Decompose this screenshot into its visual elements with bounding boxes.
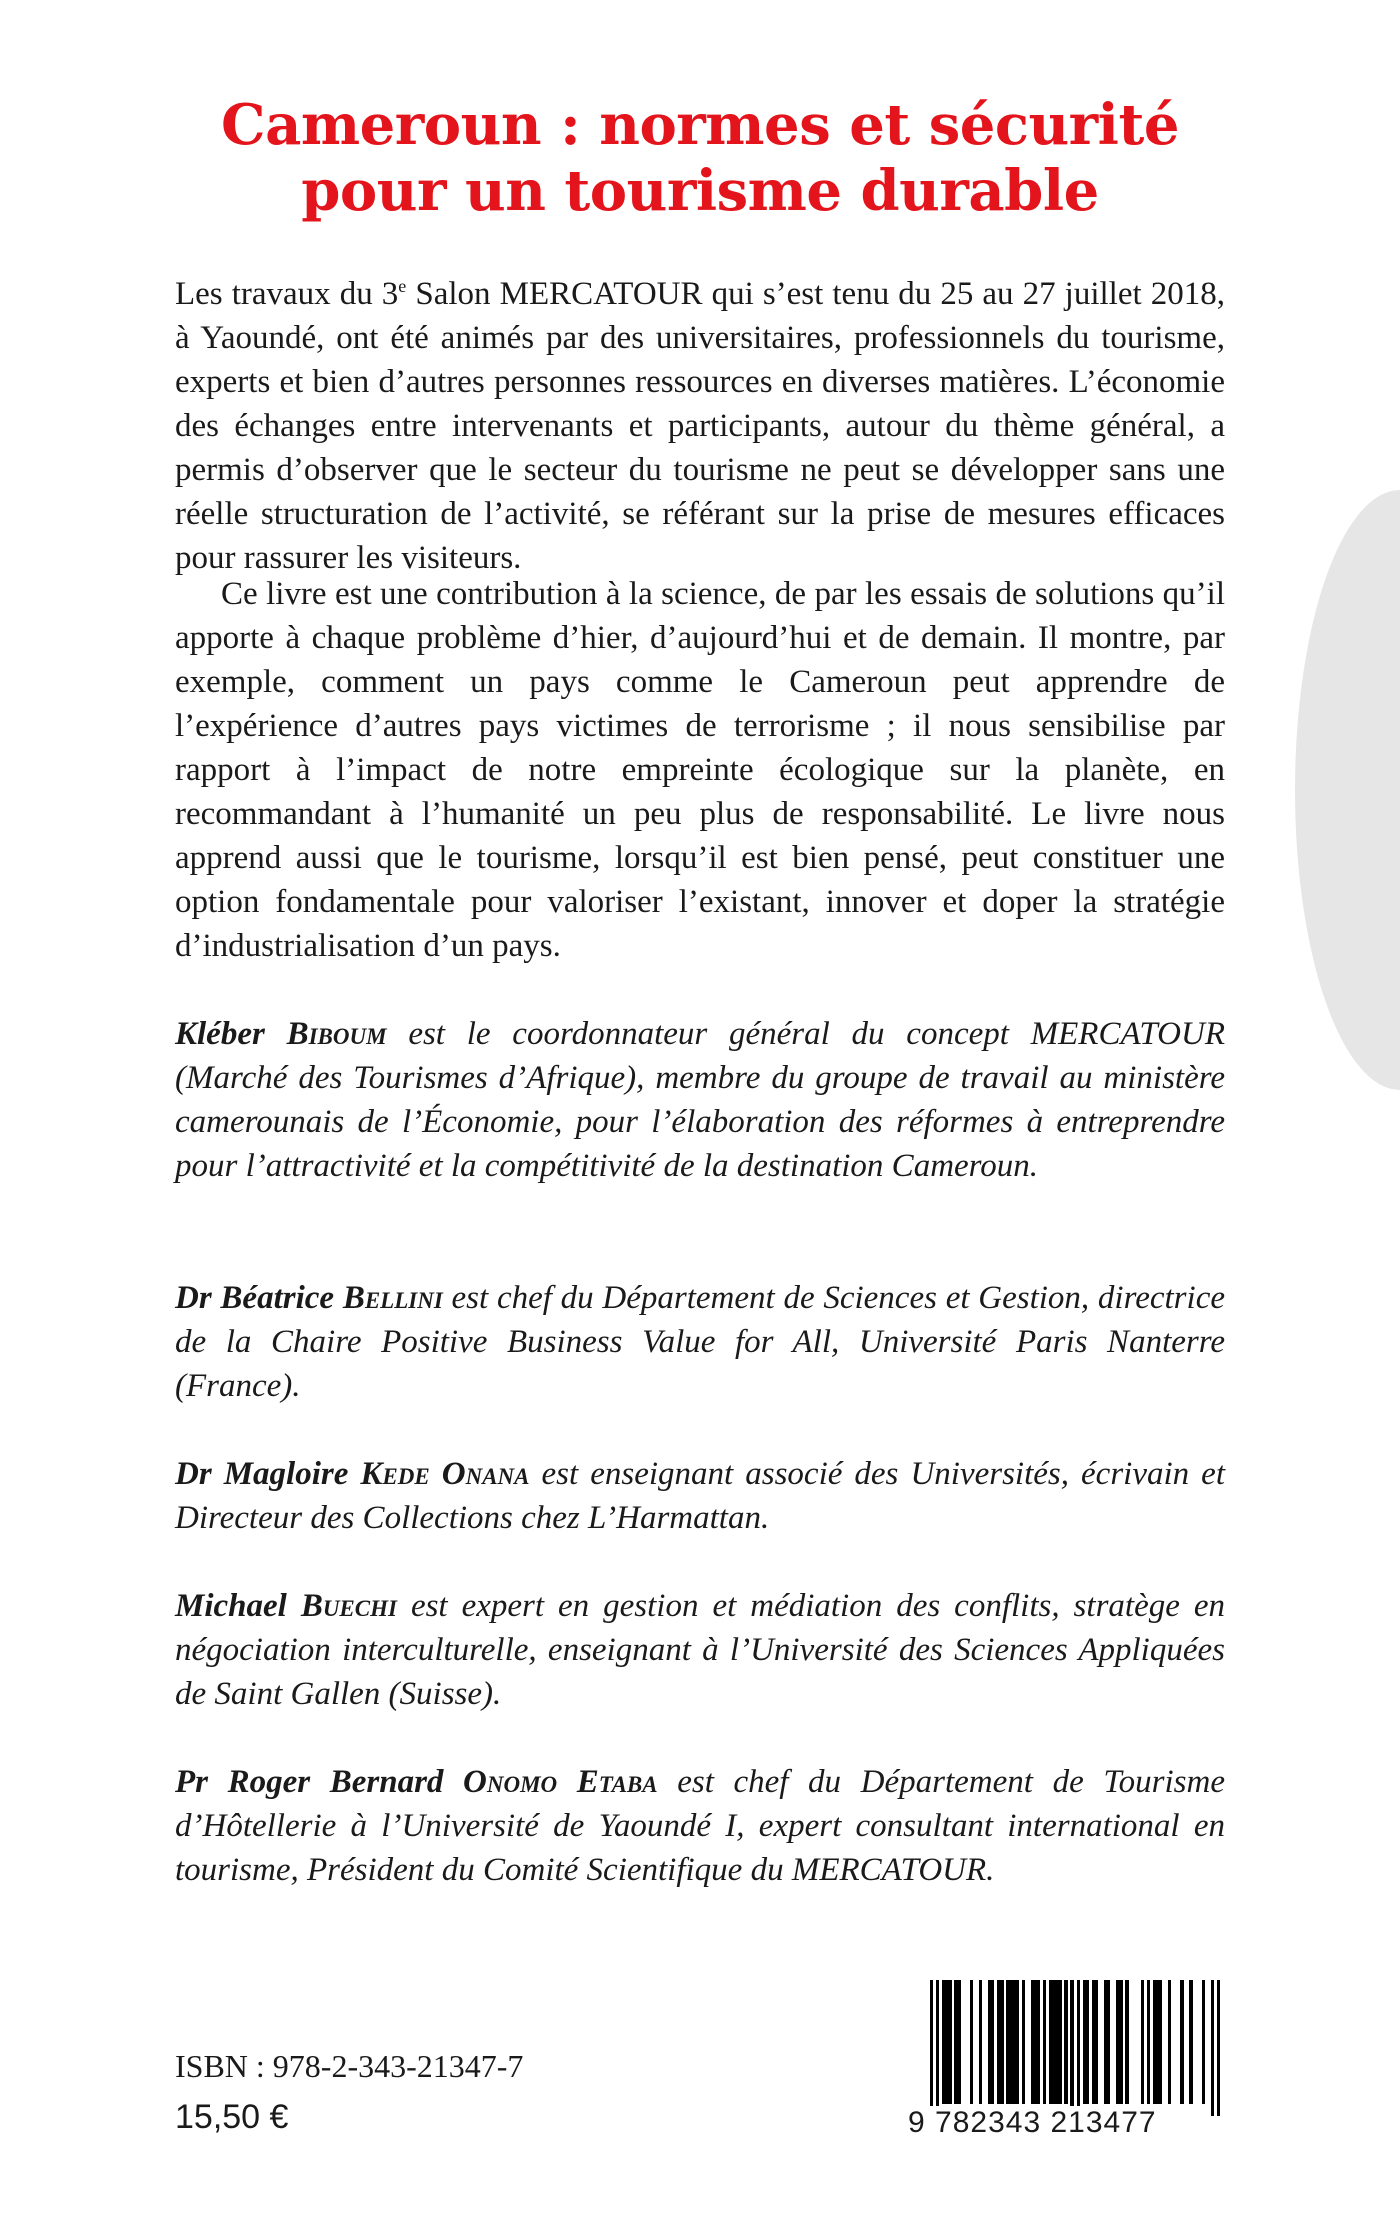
bio-text: est chef du Département de Sciences et Gestion, directrice de la Chaire Positive Business Value for All, Université Paris Nanterre (France).	[175, 1280, 1225, 1404]
barcode-bar	[1180, 1980, 1183, 2104]
author-surname: Bellini	[342, 1280, 443, 1316]
author-name: Michael	[175, 1588, 301, 1624]
author-name: Dr Béatrice	[175, 1280, 343, 1316]
title-line-2: pour un tourisme durable	[301, 158, 1099, 224]
text: Les travaux du 3	[175, 276, 399, 312]
barcode-bar	[1211, 1980, 1214, 2116]
barcode-bar	[970, 1980, 973, 2104]
author-surname: Biboum	[286, 1016, 387, 1052]
author-surname: Buechi	[300, 1588, 397, 1624]
barcode-bar	[979, 1980, 982, 2104]
author-name: Pr Roger Bernard	[175, 1764, 464, 1800]
author-name: Kléber	[175, 1016, 287, 1052]
barcode-bar	[1159, 1980, 1162, 2104]
price: 15,50 €	[175, 2098, 289, 2136]
barcode-bars	[930, 1980, 1220, 2104]
author-bio-buechi	[175, 1584, 1225, 1716]
barcode-bar	[991, 1980, 994, 2104]
barcode-bar	[1086, 1980, 1089, 2104]
barcode-bar	[936, 1980, 939, 2116]
barcode-bar	[1125, 1980, 1128, 2104]
author-bio-kede-onana	[175, 1452, 1225, 1540]
superscript: e	[398, 276, 407, 296]
barcode-bar	[948, 1980, 951, 2104]
barcode-bar	[1119, 1980, 1122, 2104]
barcode-bar	[1217, 1980, 1220, 2116]
barcode-bar	[1168, 1980, 1171, 2104]
barcode-bar	[957, 1980, 960, 2104]
isbn: ISBN : 978-2-343-21347-7	[175, 2048, 524, 2084]
barcode-bar	[1022, 1980, 1025, 2104]
barcode-bar	[1037, 1980, 1040, 2104]
summary-paragraph-1	[175, 264, 1225, 580]
book-title	[0, 92, 1400, 224]
barcode-bar	[1077, 1980, 1080, 2116]
barcode-bar	[1000, 1980, 1003, 2104]
barcode	[908, 1980, 1224, 2140]
author-bio-onomo-etaba	[175, 1760, 1225, 1892]
author-surname: Onomo Etaba	[463, 1764, 658, 1800]
summary-paragraph-2: Ce livre est une contribution à la science, de par les essais de solutions qu’il apporte à chaque problème d’hier, d’aujourd’hui et de demain. Il montre, par exemple, comment un pays comme le Cameroun peut apprendre de l’expérience d’autres pays victimes de terrorisme ; il nous sensibilise par rapport à l’impact de notre empreinte écologique sur la planète, en recommandant à l’humanité un peu plus de responsabilité. Le livre nous apprend aussi que le tourisme, lorsqu’il est bien pensé, peut constituer une option fondamentale pour valoriser l’existant, innover et doper la stratégie d’industrialisation d’un pays.	[175, 576, 1225, 964]
author-bio-bellini	[175, 1276, 1225, 1408]
barcode-bar	[1141, 1980, 1144, 2104]
title-line-1: Cameroun : normes et sécurité	[221, 92, 1179, 158]
bio-text: est enseignant associé des Universités, écrivain et Directeur des Collections chez L’Harmattan.	[175, 1456, 1225, 1536]
bio-text: est le coordonnateur général du concept MERCATOUR (Marché des Tourismes d’Afrique), membre du groupe de travail au ministère camerounais de l’Économie, pour l’élaboration des réformes à entreprendre pour l’attractivité et la compétitivité de la destination Cameroun.	[175, 1016, 1225, 1184]
bio-text: est expert en gestion et médiation des conflits, stratège en négociation interculturelle, enseignant à l’Université des Sciences Appliquées de Saint Gallen (Suisse).	[175, 1588, 1226, 1712]
barcode-bar	[1189, 1980, 1192, 2104]
barcode-bar	[1064, 1980, 1067, 2104]
text: Salon MERCATOUR qui s’est tenu du 25 au 27 juillet 2018, à Yaoundé, ont été animés par des universitaires, professionnels du tourisme, experts et bien d’autres personnes ressources en diverses matières. L’économie des échanges entre intervenants et participants, autour du thème général, a permis d’observer que le secteur du tourisme ne peut se développer sans une réelle structuration de l’activité, se référant sur la prise de mesures efficaces pour rassurer les visiteurs.	[175, 276, 1225, 576]
author-surname: Kede Onana	[360, 1456, 530, 1492]
barcode-bar	[1147, 1980, 1150, 2104]
barcode-bar	[1107, 1980, 1110, 2104]
barcode-bar	[1058, 1980, 1061, 2104]
author-bio-biboum	[175, 1012, 1225, 1188]
barcode-digits: 9 782343 213477	[908, 2106, 1157, 2139]
barcode-bar	[930, 1980, 933, 2116]
barcode-bar	[1070, 1980, 1073, 2116]
decorative-gray-shape	[1295, 490, 1400, 1090]
barcode-bar	[1095, 1980, 1098, 2104]
barcode-bar	[1015, 1980, 1018, 2104]
barcode-bar	[1202, 1980, 1205, 2104]
bio-text: est chef du Département de Tourisme d’Hôtellerie à l’Université de Yaoundé I, expert consultant international en tourisme, Président du Comité Scientifique du MERCATOUR.	[175, 1764, 1225, 1888]
barcode-bar	[1043, 1980, 1046, 2104]
author-name: Dr Magloire	[175, 1456, 361, 1492]
